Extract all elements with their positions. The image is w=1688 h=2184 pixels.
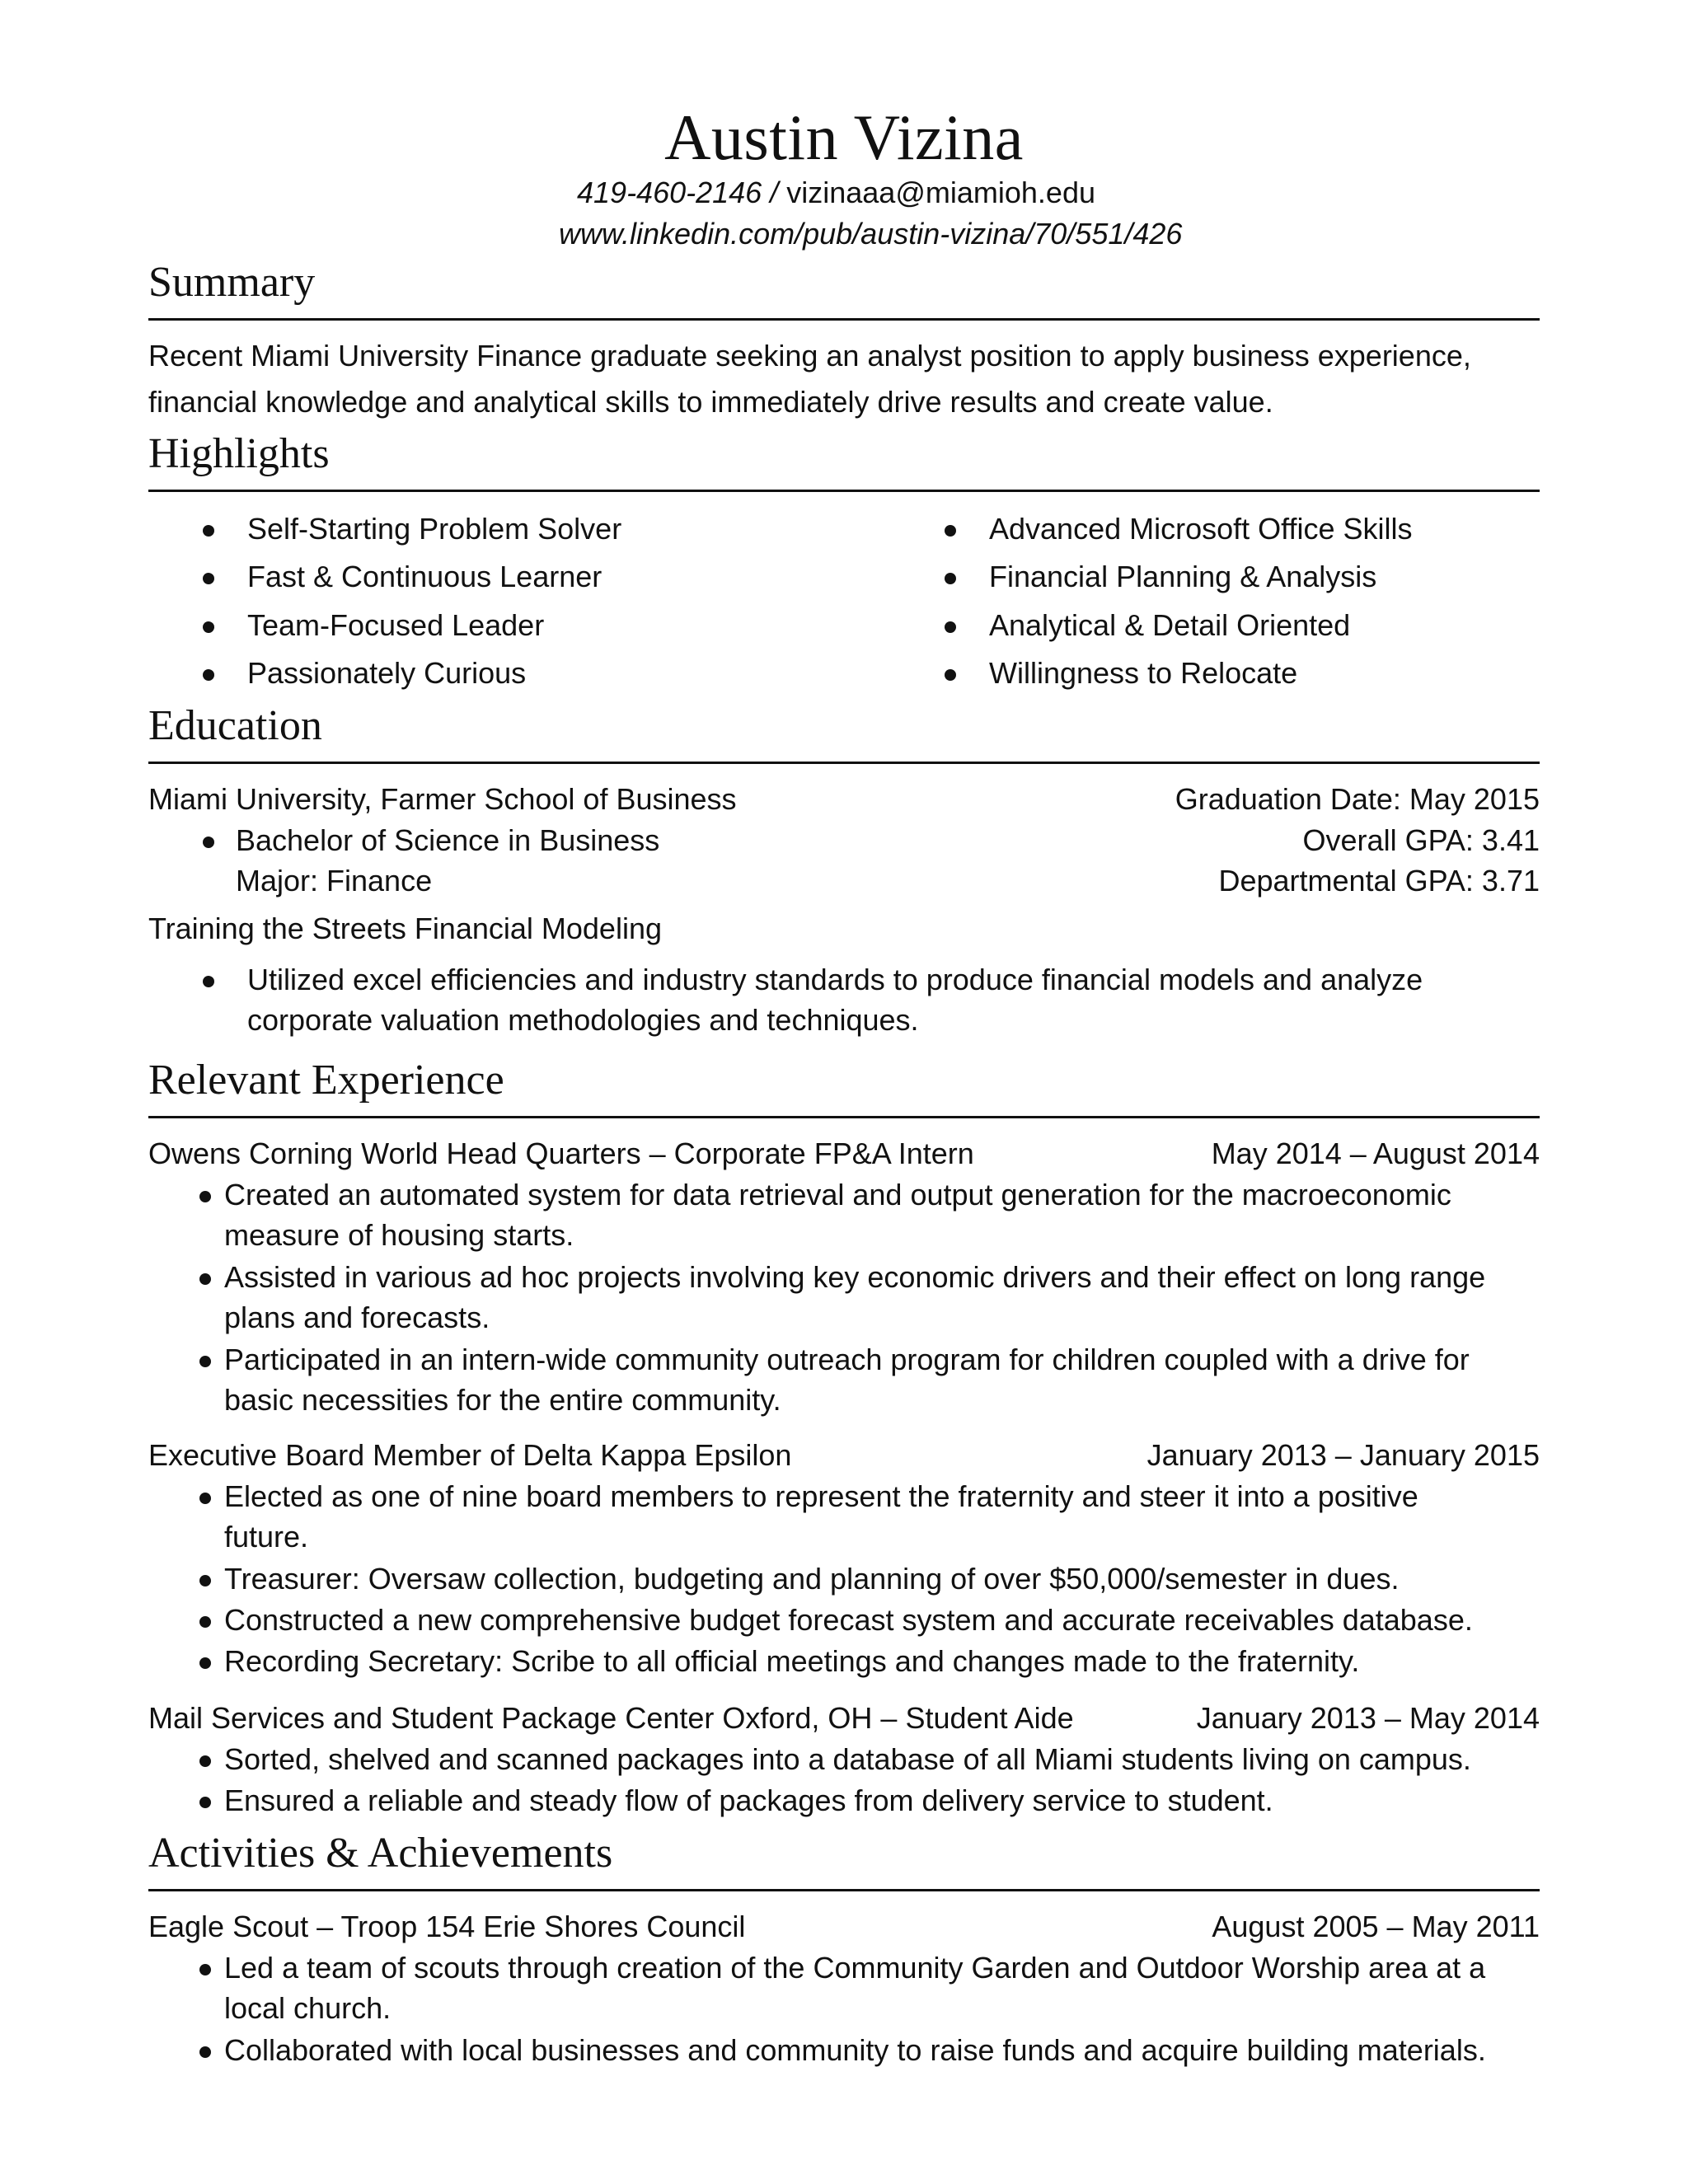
degree-name: Bachelor of Science in Business (236, 823, 660, 857)
bullet-icon (199, 2046, 211, 2058)
bullet-icon (199, 1575, 211, 1586)
job-bullet-line: future. (224, 1520, 309, 1554)
job-bullet-line: Ensured a reliable and steady flow of packages from delivery service to student. (224, 1783, 1273, 1817)
bullet-icon (199, 1191, 211, 1202)
highlights-divider (148, 490, 1540, 492)
overall-gpa: Overall GPA: 3.41 (1302, 823, 1540, 857)
highlight-item: Passionately Curious (247, 656, 527, 690)
highlight-item: Willingness to Relocate (989, 656, 1298, 690)
bullet-icon (199, 1493, 211, 1504)
activities-heading: Activities & Achievements (148, 1830, 613, 1877)
job-bullet-line: Treasurer: Oversaw collection, budgeting and planning of over $50,000/semester in dues. (224, 1562, 1400, 1596)
major: Major: Finance (236, 864, 433, 898)
email-link[interactable]: vizinaaa@miamioh.edu (786, 176, 1095, 209)
job-title: Executive Board Member of Delta Kappa Epsilon (148, 1438, 792, 1472)
bullet-icon (199, 1356, 211, 1367)
highlight-item: Analytical & Detail Oriented (989, 608, 1351, 642)
job-title: Owens Corning World Head Quarters – Corporate FP&A Intern (148, 1137, 974, 1170)
phone-number: 419-460-2146 (577, 176, 762, 209)
job-bullet-line: basic necessities for the entire community. (224, 1383, 781, 1417)
job-bullet-line: Constructed a new comprehensive budget forecast system and accurate receivables database. (224, 1603, 1473, 1637)
bullet-icon (199, 1273, 211, 1285)
bullet-icon (203, 669, 214, 681)
graduation-date: Graduation Date: May 2015 (1175, 782, 1540, 816)
job-dates: January 2013 – January 2015 (1146, 1438, 1540, 1472)
departmental-gpa: Departmental GPA: 3.71 (1218, 864, 1540, 898)
activity-dates: August 2005 – May 2011 (1212, 1910, 1540, 1943)
bullet-icon (199, 1657, 211, 1669)
job-bullet-line: Recording Secretary: Scribe to all official meetings and changes made to the fraternity. (224, 1644, 1360, 1678)
activity-title: Eagle Scout – Troop 154 Erie Shores Council (148, 1910, 746, 1943)
highlight-item: Advanced Microsoft Office Skills (989, 512, 1413, 546)
bullet-icon (199, 1755, 211, 1767)
summary-line: Recent Miami University Finance graduate seeking an analyst position to apply business experience, (148, 339, 1471, 373)
activity-bullet-line: Collaborated with local businesses and community to raise funds and acquire building materials. (224, 2033, 1486, 2067)
highlights-heading: Highlights (148, 430, 330, 477)
bullet-icon (945, 669, 956, 681)
bullet-icon (203, 976, 214, 987)
linkedin-link[interactable]: www.linkedin.com/pub/austin-vizina/70/551/426 (559, 217, 1183, 251)
training-line: corporate valuation methodologies and techniques. (247, 1003, 919, 1037)
job-bullet-line: Created an automated system for data retrieval and output generation for the macroeconomic (224, 1178, 1451, 1212)
job-bullet-line: plans and forecasts. (224, 1301, 490, 1334)
activity-bullet-line: Led a team of scouts through creation of the Community Garden and Outdoor Worship area at a (224, 1951, 1486, 1985)
job-title: Mail Services and Student Package Center Oxford, OH – Student Aide (148, 1701, 1074, 1735)
activities-divider (148, 1889, 1540, 1891)
bullet-icon (945, 525, 956, 537)
summary-heading: Summary (148, 259, 316, 306)
training-title: Training the Streets Financial Modeling (148, 912, 662, 945)
job-bullet-line: Sorted, shelved and scanned packages into a database of all Miami students living on campus. (224, 1742, 1471, 1776)
bullet-icon (203, 621, 214, 633)
job-bullet-line: measure of housing starts. (224, 1218, 574, 1252)
job-bullet-line: Assisted in various ad hoc projects involving key economic drivers and their effect on long range (224, 1260, 1486, 1294)
contact-separator: / (770, 176, 779, 209)
job-bullet-line: Participated in an intern-wide community outreach program for children coupled with a drive for (224, 1343, 1470, 1376)
bullet-icon (945, 573, 956, 584)
contact-line (577, 175, 1095, 211)
highlight-item: Self-Starting Problem Solver (247, 512, 622, 546)
job-dates: January 2013 – May 2014 (1196, 1701, 1540, 1735)
bullet-icon (199, 1797, 211, 1808)
summary-line: financial knowledge and analytical skills to immediately drive results and create value. (148, 385, 1273, 419)
bullet-icon (203, 573, 214, 584)
highlight-item: Fast & Continuous Learner (247, 560, 603, 593)
education-heading: Education (148, 702, 322, 749)
bullet-icon (199, 1964, 211, 1975)
experience-divider (148, 1116, 1540, 1118)
job-dates: May 2014 – August 2014 (1211, 1137, 1540, 1170)
experience-heading: Relevant Experience (148, 1057, 504, 1104)
bullet-icon (945, 621, 956, 633)
highlight-item: Financial Planning & Analysis (989, 560, 1377, 593)
school-name: Miami University, Farmer School of Business (148, 782, 737, 816)
highlight-item: Team-Focused Leader (247, 608, 545, 642)
training-line: Utilized excel efficiencies and industry standards to produce financial models and analyze (247, 963, 1423, 996)
candidate-name: Austin Vizina (664, 101, 1024, 173)
bullet-icon (203, 525, 214, 537)
bullet-icon (203, 837, 214, 848)
bullet-icon (199, 1616, 211, 1628)
summary-divider (148, 318, 1540, 321)
education-divider (148, 762, 1540, 764)
activity-bullet-line: local church. (224, 1991, 392, 2025)
job-bullet-line: Elected as one of nine board members to represent the fraternity and steer it into a positive (224, 1479, 1418, 1513)
